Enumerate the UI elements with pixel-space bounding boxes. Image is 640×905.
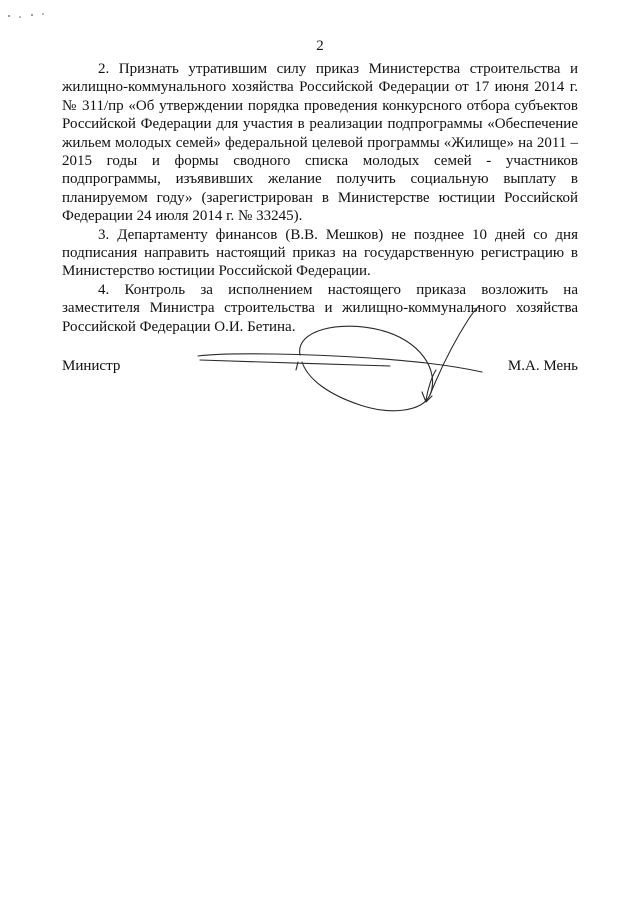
signature-block xyxy=(62,358,578,378)
paragraph-4-control: 4. Контроль за исполнением настоящего приказа возложить на заместителя Министра строительства и жилищно-коммунального хозяйства Российской Федерации О.И. Бетина. xyxy=(62,281,578,335)
signer-title: Министр xyxy=(62,358,121,374)
signer-name: М.А. Мень xyxy=(507,358,578,374)
page-number: 2 xyxy=(316,38,324,54)
paragraph-2-repeal-order: 2. Признать утратившим силу приказ Министерства строительства и жилищно-коммунального хозяйства Российской Федерации от 17 июня 2014 г. № 311/пр «Об утверждении порядка проведения конкурсного отбора субъектов Российской Федерации для участия в реализации подпрограммы «Обеспечение жильем молодых семей» федеральной целевой программы «Жилище» на 2011 – 2015 годы и формы сводного списка молодых семей - участников подпрограммы, изъявивших желание получить социальную выплату в планируемом году» (зарегистрирован в Министерстве юстиции Российской Федерации 24 июля 2014 г. № 33245). xyxy=(62,61,578,225)
document-body xyxy=(62,60,578,336)
scan-artifact-marks xyxy=(6,10,46,22)
paragraph-3-registration: 3. Департаменту финансов (В.В. Мешков) не позднее 10 дней со дня подписания направить настоящий приказ на государственную регистрацию в Министерство юстиции Российской Федерации. xyxy=(62,226,578,280)
